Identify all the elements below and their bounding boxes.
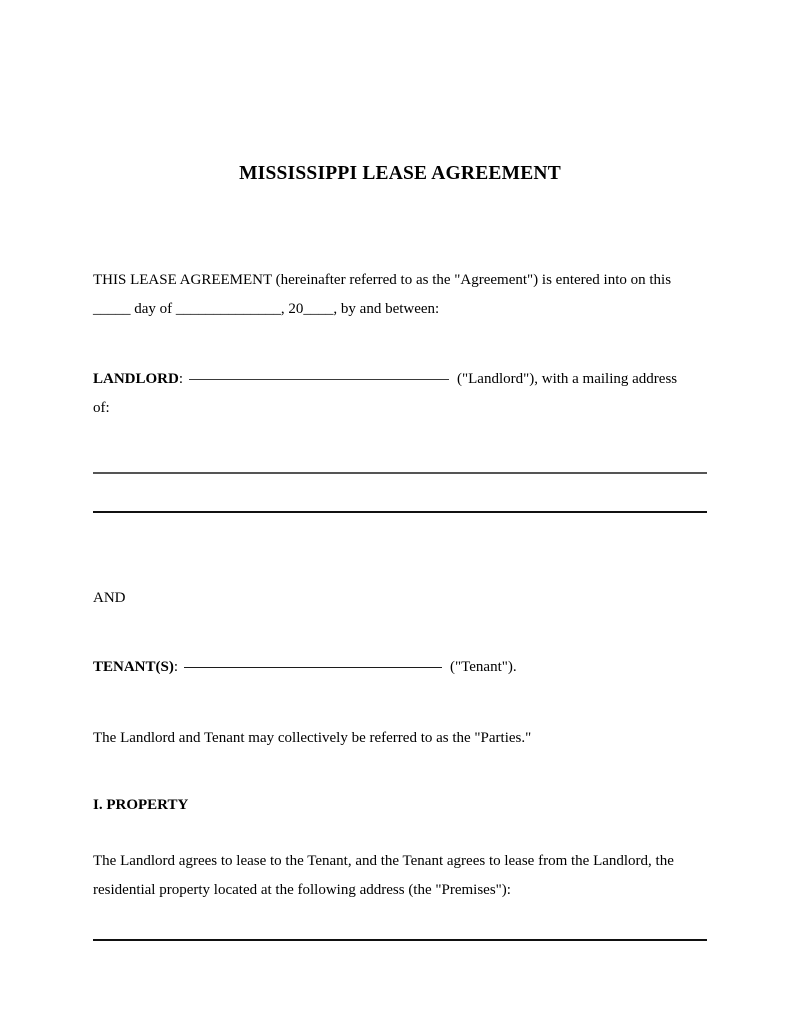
landlord-address-continuation: of: (93, 400, 110, 416)
tenant-label: TENANT(S) (93, 659, 174, 675)
premises-address-line[interactable] (93, 939, 707, 941)
parties-definition-text: The Landlord and Tenant may collectively be referred to as the "Parties." (93, 730, 532, 746)
document-body (93, 0, 707, 941)
property-paragraph-line-2: residential property located at the following address (the "Premises"): (93, 882, 511, 898)
landlord-after-text: ("Landlord"), with a mailing address (457, 371, 678, 387)
tenant-name-blank[interactable] (184, 667, 442, 668)
property-paragraph-line-1: The Landlord agrees to lease to the Tenant, and the Tenant agrees to lease from the Landlord, the (93, 853, 674, 869)
landlord-colon: : (178, 371, 184, 387)
property-paragraph (93, 847, 707, 905)
landlord-block (93, 365, 707, 423)
landlord-label: LANDLORD (93, 371, 179, 387)
intro-line-1: THIS LEASE AGREEMENT (hereinafter referred to as the "Agreement") is entered into on this (93, 272, 672, 288)
tenant-colon: : (173, 659, 179, 675)
tenant-after-text: ("Tenant"). (450, 659, 517, 675)
year-prefix-text: , 20 (280, 301, 304, 317)
intro-paragraph (93, 266, 707, 324)
year-blank[interactable]: ____ (303, 301, 334, 317)
day-of-text: day of (130, 301, 176, 317)
landlord-address-line-2[interactable] (93, 511, 707, 513)
intro-line-2 (93, 295, 707, 324)
and-separator: AND (93, 590, 126, 606)
day-blank[interactable]: _____ (93, 301, 131, 317)
landlord-line (93, 365, 707, 394)
page-title: MISSISSIPPI LEASE AGREEMENT (239, 163, 561, 184)
tenant-line (93, 653, 707, 682)
month-blank[interactable]: ______________ (175, 301, 281, 317)
landlord-name-blank[interactable] (189, 379, 449, 380)
tenant-block (93, 653, 707, 682)
section-heading-property: I. PROPERTY (93, 797, 189, 813)
landlord-address-line-1[interactable] (93, 472, 707, 474)
intro-tail-text: , by and between: (333, 301, 440, 317)
